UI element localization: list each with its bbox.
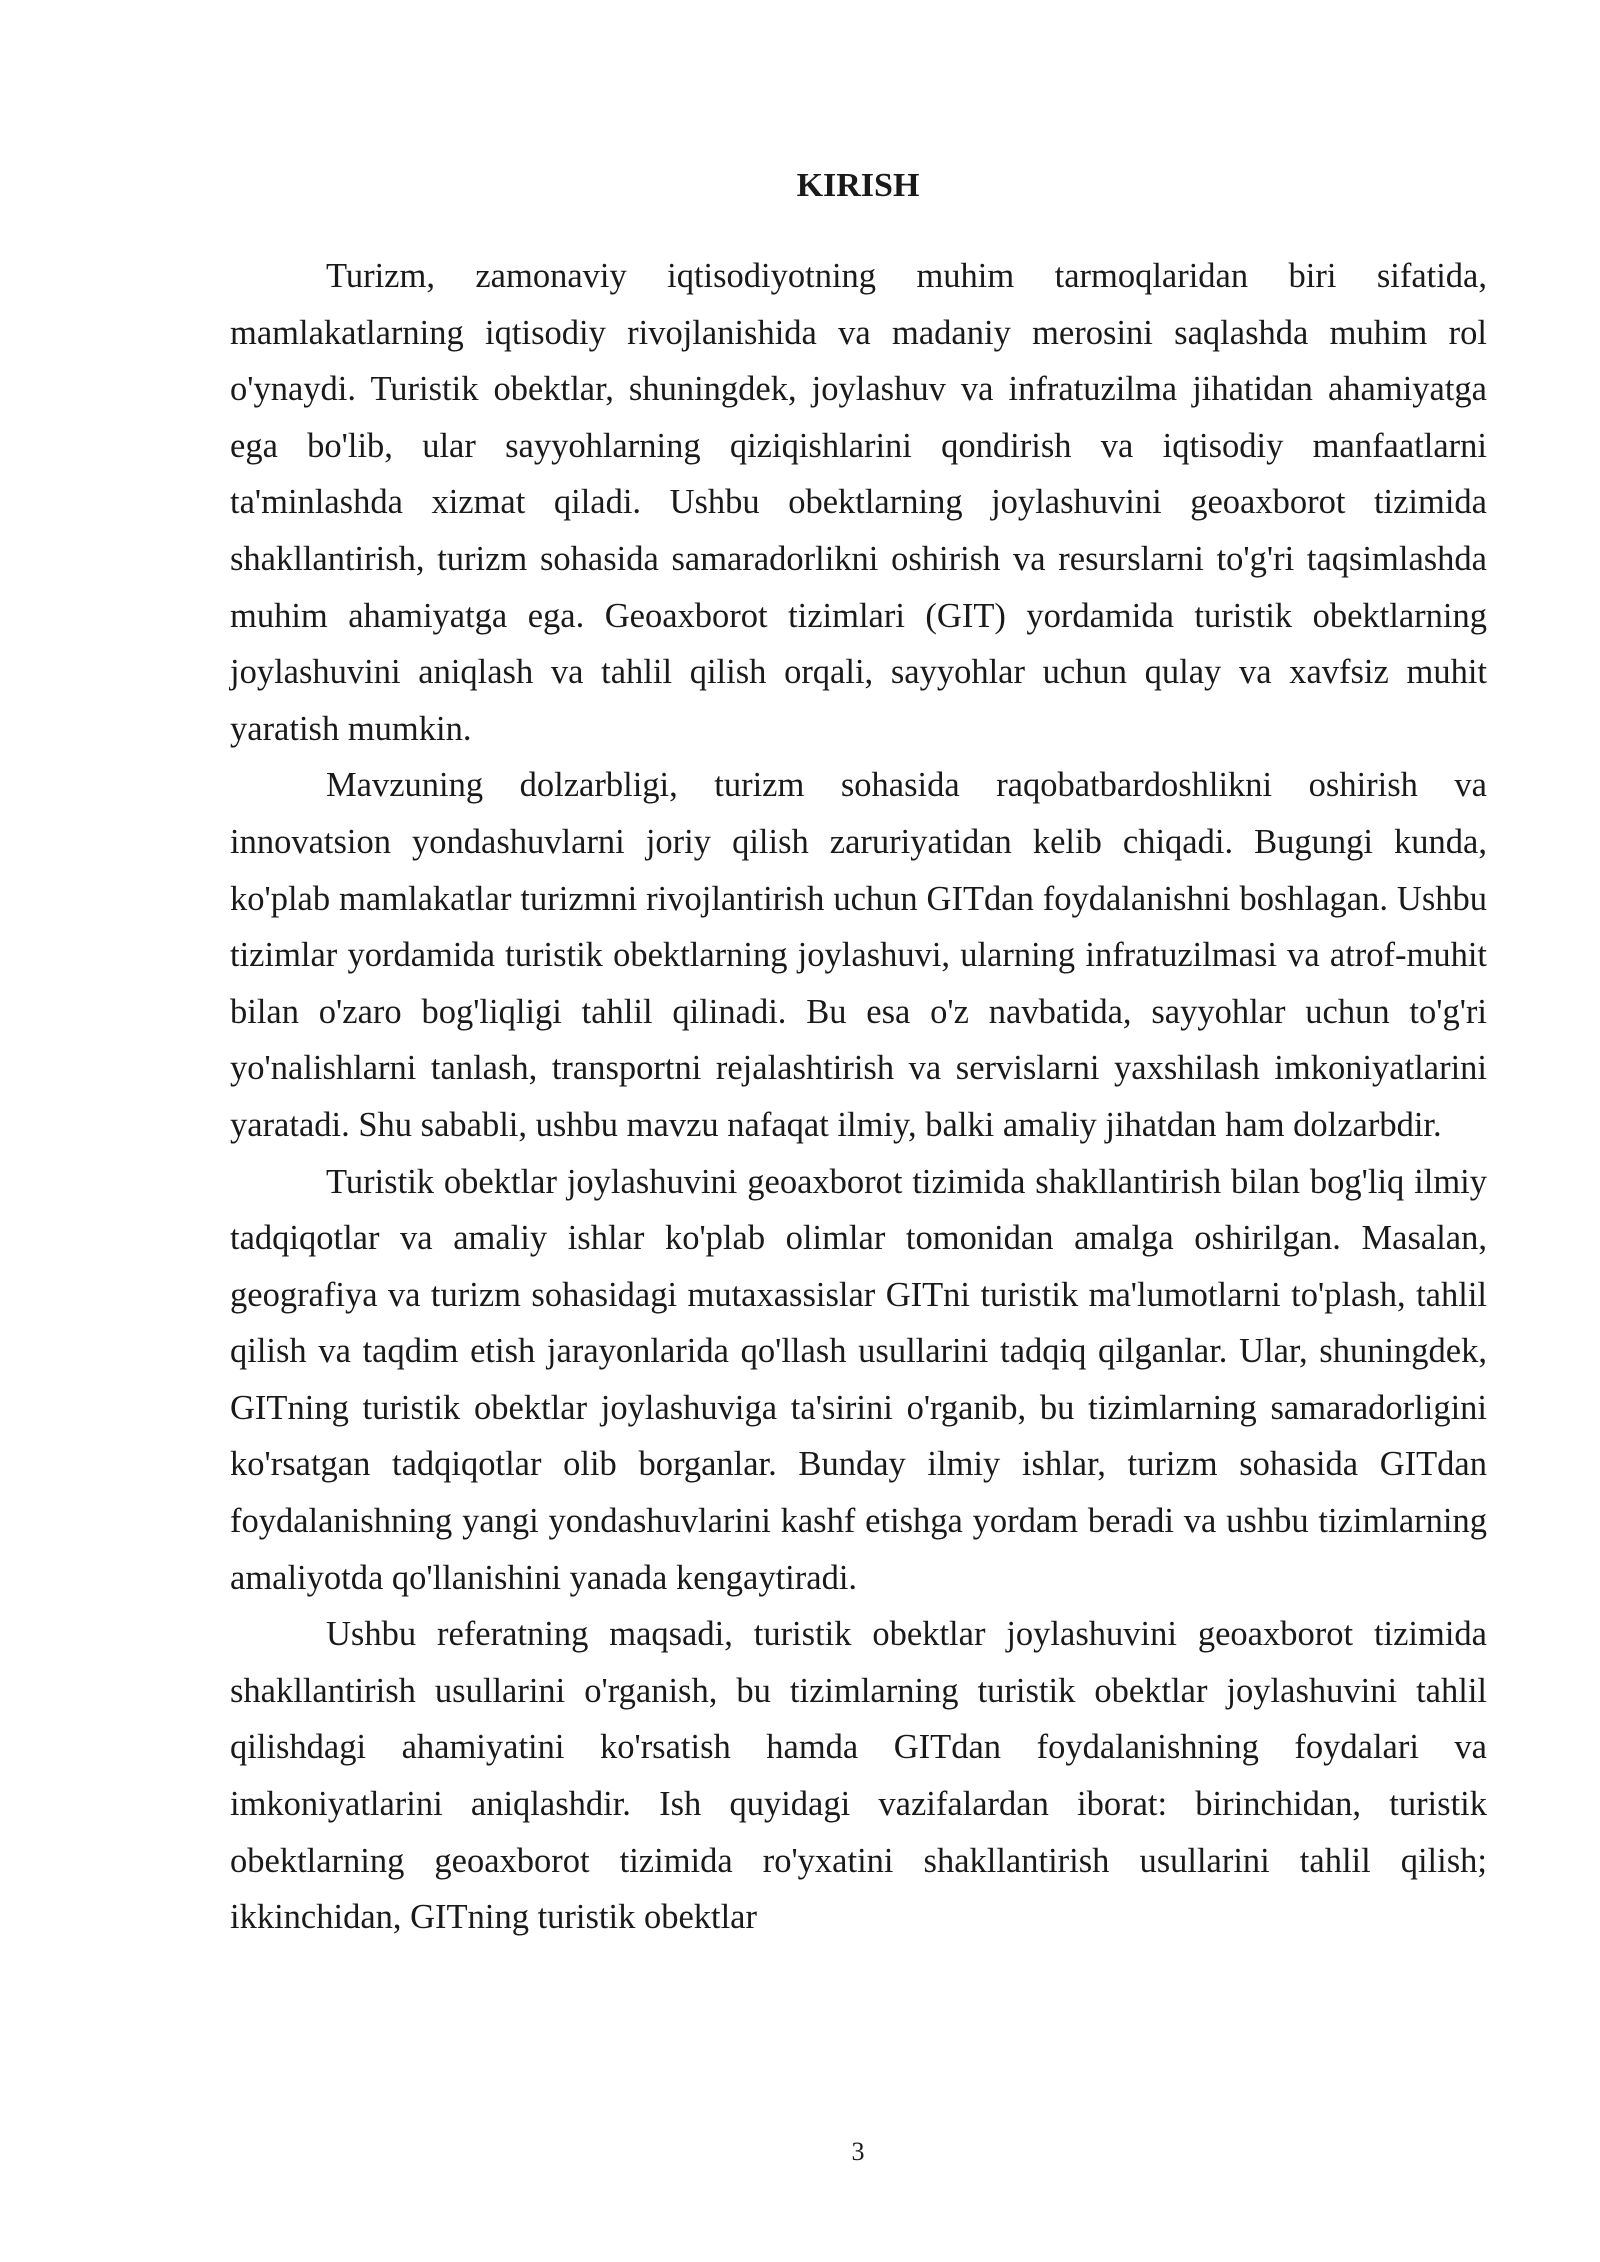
paragraph-research-review: Turistik obektlar joylashuvini geoaxborot tizimida shakllantirish bilan bog'liq ilmiy tadqiqotlar va amaliy ishlar ko'plab olimlar tomonidan amalga oshirilgan. Masalan, geografiya va turizm sohasidagi mutaxassislar GITni turistik ma'lumotlarni to'plash, tahlil qilish va taqdim etish jarayonlarida qo'llash usullarini tadqiq qilganlar. Ular, shuningdek, GITning turistik obektlar joylashuviga ta'sirini o'rganib, bu tizimlarning samaradorligini ko'rsatgan tadqiqotlar olib borganlar. Bunday ilmiy ishlar, turizm sohasida GITdan foydalanishning yangi yondashuvlarini kashf etishga yordam beradi va ushbu tizimlarning amaliyotda qo'llanishini yanada kengaytiradi.	[230, 1162, 1487, 1597]
body-text	[230, 248, 1487, 1946]
paragraph-introduction: Turizm, zamonaviy iqtisodiyotning muhim tarmoqlaridan biri sifatida, mamlakatlarning iqtisodiy rivojlanishida va madaniy merosini saqlashda muhim rol o'ynaydi. Turistik obektlar, shuningdek, joylashuv va infratuzilma jihatidan ahamiyatga ega bo'lib, ular sayyohlarning qiziqishlarini qondirish va iqtisodiy manfaatlarni ta'minlashda xizmat qiladi. Ushbu obektlarning joylashuvini geoaxborot tizimida shakllantirish, turizm sohasida samaradorlikni oshirish va resurslarni to'g'ri taqsimlashda muhim ahamiyatga ega. Geoaxborot tizimlari (GIT) yordamida turistik obektlarning joylashuvini aniqlash va tahlil qilish orqali, sayyohlar uchun qulay va xavfsiz muhit yaratish mumkin.	[230, 257, 1487, 748]
paragraph-objectives: Ushbu referatning maqsadi, turistik obektlar joylashuvini geoaxborot tizimida shakllantirish usullarini o'rganish, bu tizimlarning turistik obektlar joylashuvini tahlil qilishdagi ahamiyatini ko'rsatish hamda GITdan foydalanishning foydalari va imkoniyatlarini aniqlashdir. Ish quyidagi vazifalardan iborat: birinchidan, turistik obektlarning geoaxborot tizimida ro'yxatini shakllantirish usullarini tahlil qilish; ikkinchidan, GITning turistik obektlar	[230, 1615, 1487, 1937]
page-number: 3	[851, 2137, 865, 2166]
paragraph-relevance: Mavzuning dolzarbligi, turizm sohasida raqobatbardoshlikni oshirish va innovatsion yondashuvlarni joriy qilish zaruriyatidan kelib chiqadi. Bugungi kunda, ko'plab mamlakatlar turizmni rivojlantirish uchun GITdan foydalanishni boshlagan. Ushbu tizimlar yordamida turistik obektlarning joylashuvi, ularning infratuzilmasi va atrof-muhit bilan o'zaro bog'liqligi tahlil qilinadi. Bu esa o'z navbatida, sayyohlar uchun to'g'ri yo'nalishlarni tanlash, transportni rejalashtirish va servislarni yaxshilash imkoniyatlarini yaratadi. Shu sababli, ushbu mavzu nafaqat ilmiy, balki amaliy jihatdan ham dolzarbdir.	[230, 766, 1487, 1144]
section-heading: KIRISH	[796, 167, 920, 204]
